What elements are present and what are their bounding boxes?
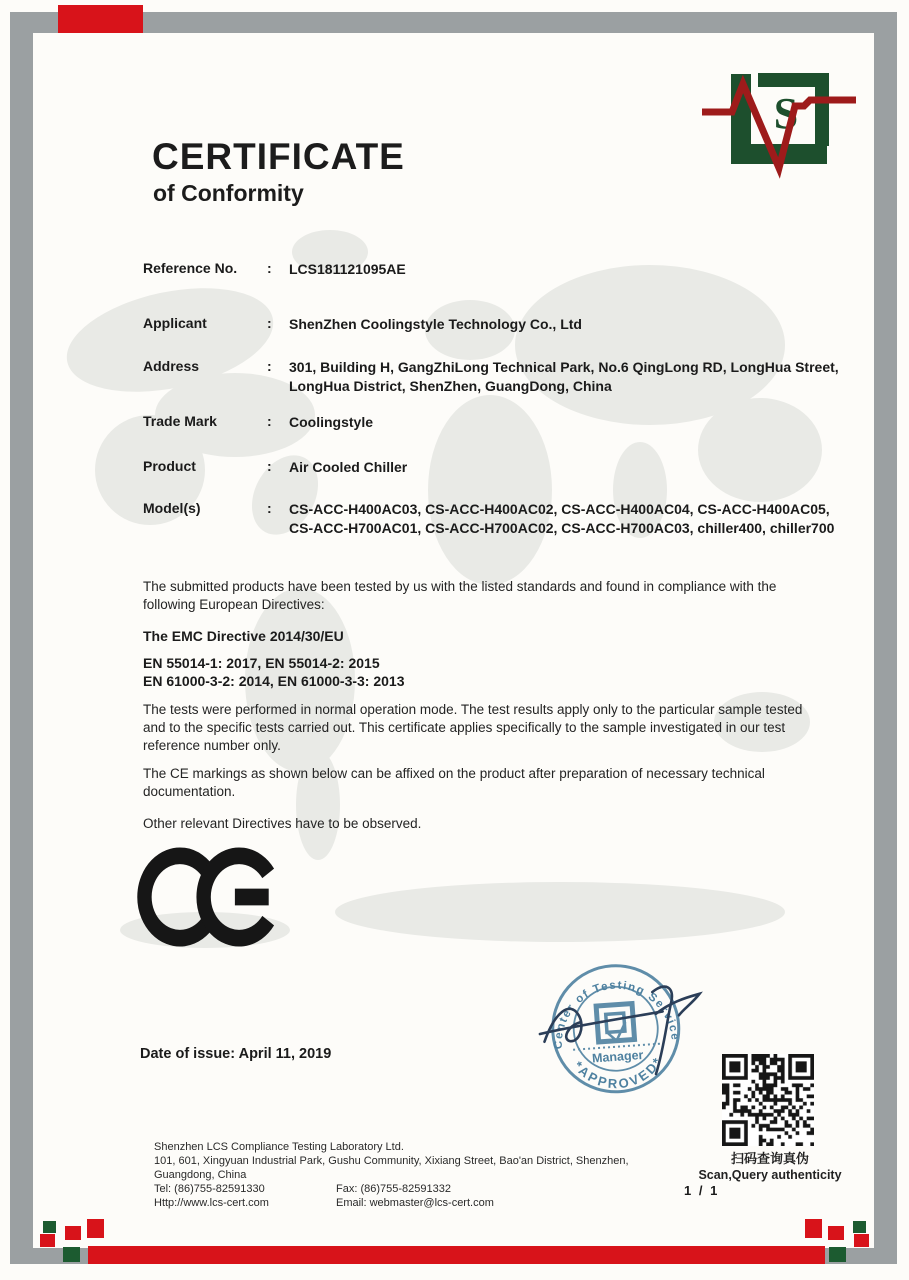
stamp-manager-text: Manager xyxy=(591,1047,644,1066)
emc-directive-line: The EMC Directive 2014/30/EU xyxy=(143,628,344,644)
lcs-logo xyxy=(698,58,860,190)
field-colon: : xyxy=(267,260,272,276)
logo-letter-s: S xyxy=(773,89,799,138)
accent-red-bottom-bar xyxy=(88,1246,825,1264)
field-label: Product xyxy=(143,458,196,474)
frame-right xyxy=(874,12,897,1264)
footer-company: Shenzhen LCS Compliance Testing Laboratory Ltd. xyxy=(154,1141,404,1153)
footer-email: Email: webmaster@lcs-cert.com xyxy=(336,1197,494,1209)
footer-address: 101, 601, Xingyuan Industrial Park, Gushu Community, Xixiang Street, Bao'an District, Shenzhen, Guangdong, China xyxy=(154,1155,629,1181)
field-value: Coolingstyle xyxy=(289,414,374,430)
date-of-issue-label: Date of issue: xyxy=(140,1046,236,1062)
qr-code xyxy=(722,1054,814,1146)
footer-tel: Tel: (86)755-82591330 xyxy=(154,1183,265,1195)
footer-block xyxy=(154,1140,694,1210)
approval-stamp xyxy=(528,942,724,1122)
accent-green-br-1 xyxy=(853,1221,866,1233)
standards-line-2: EN 61000-3-2: 2014, EN 61000-3-3: 2013 xyxy=(143,673,405,689)
ce-note-paragraph: The CE markings as shown below can be affixed on the product after preparation of necessary technical documentation. xyxy=(143,766,765,799)
frame-left xyxy=(10,12,33,1264)
field-value: 301, Building H, GangZhiLong Technical Park, No.6 QingLong RD, LongHua Street, LongHua District, ShenZhen, GuangDong, China xyxy=(289,359,839,394)
field-row-models xyxy=(143,500,847,538)
field-row-product xyxy=(143,458,847,477)
field-colon: : xyxy=(267,413,272,429)
accent-red-bl-2 xyxy=(65,1226,81,1240)
field-label: Model(s) xyxy=(143,500,201,516)
accent-red-br-1 xyxy=(854,1234,869,1247)
stamp-arc-top-text: Center of Testing Service xyxy=(552,979,681,1050)
field-row-reference xyxy=(143,260,847,279)
field-row-address xyxy=(143,358,847,396)
field-colon: : xyxy=(267,315,272,331)
date-of-issue-value: April 11, 2019 xyxy=(238,1046,332,1062)
other-note-paragraph: Other relevant Directives have to be observed. xyxy=(143,816,422,831)
field-colon: : xyxy=(267,358,272,374)
field-label: Applicant xyxy=(143,315,207,331)
ce-mark xyxy=(136,846,278,948)
field-value: LCS181121095AE xyxy=(289,261,406,277)
accent-red-br-3 xyxy=(805,1219,822,1238)
frame-top xyxy=(10,12,897,33)
field-colon: : xyxy=(267,458,272,474)
certificate-title: CERTIFICATE xyxy=(152,136,405,177)
accent-green-br-band xyxy=(829,1247,846,1262)
certificate-subtitle: of Conformity xyxy=(153,180,304,206)
accent-red-bl-3 xyxy=(87,1219,104,1238)
accent-green-bl-band xyxy=(63,1247,80,1262)
page-number: 1 / 1 xyxy=(684,1183,720,1198)
qr-caption-chinese: 扫码查询真伪 xyxy=(730,1151,809,1166)
footer-website: Http://www.lcs-cert.com xyxy=(154,1197,269,1209)
field-row-trademark xyxy=(143,413,847,432)
standards-line-1: EN 55014-1: 2017, EN 55014-2: 2015 xyxy=(143,655,380,671)
field-value: Air Cooled Chiller xyxy=(289,459,408,475)
field-row-applicant xyxy=(143,315,847,334)
intro-paragraph: The submitted products have been tested by us with the listed standards and found in compliance with the following European Directives: xyxy=(143,579,777,612)
tests-note-paragraph: The tests were performed in normal operation mode. The test results apply only to the particular sample tested and to the specific tests carried out. This certificate applies specifically to the sample investigated in our test reference number only. xyxy=(143,702,803,753)
qr-captions xyxy=(688,1148,852,1182)
field-colon: : xyxy=(267,500,272,516)
accent-red-bl-1 xyxy=(40,1234,55,1247)
field-value: CS-ACC-H400AC03, CS-ACC-H400AC02, CS-ACC-H400AC04, CS-ACC-H400AC05, CS-ACC-H700AC01, CS-ACC-H700AC02, CS-ACC-H700AC03, chiller400, chiller700 xyxy=(289,501,835,536)
field-value: ShenZhen Coolingstyle Technology Co., Ltd xyxy=(289,316,582,332)
field-label: Reference No. xyxy=(143,260,238,276)
accent-green-bl-1 xyxy=(43,1221,56,1233)
field-label: Trade Mark xyxy=(143,413,217,429)
accent-red-br-2 xyxy=(828,1226,844,1240)
stamp-arc-bottom-text: *APPROVED* xyxy=(570,1053,666,1092)
qr-caption-english: Scan,Query authenticity xyxy=(698,1168,842,1182)
date-of-issue xyxy=(140,1046,331,1062)
accent-red-top xyxy=(58,5,143,33)
field-label: Address xyxy=(143,358,200,374)
footer-fax: Fax: (86)755-82591332 xyxy=(336,1183,451,1195)
